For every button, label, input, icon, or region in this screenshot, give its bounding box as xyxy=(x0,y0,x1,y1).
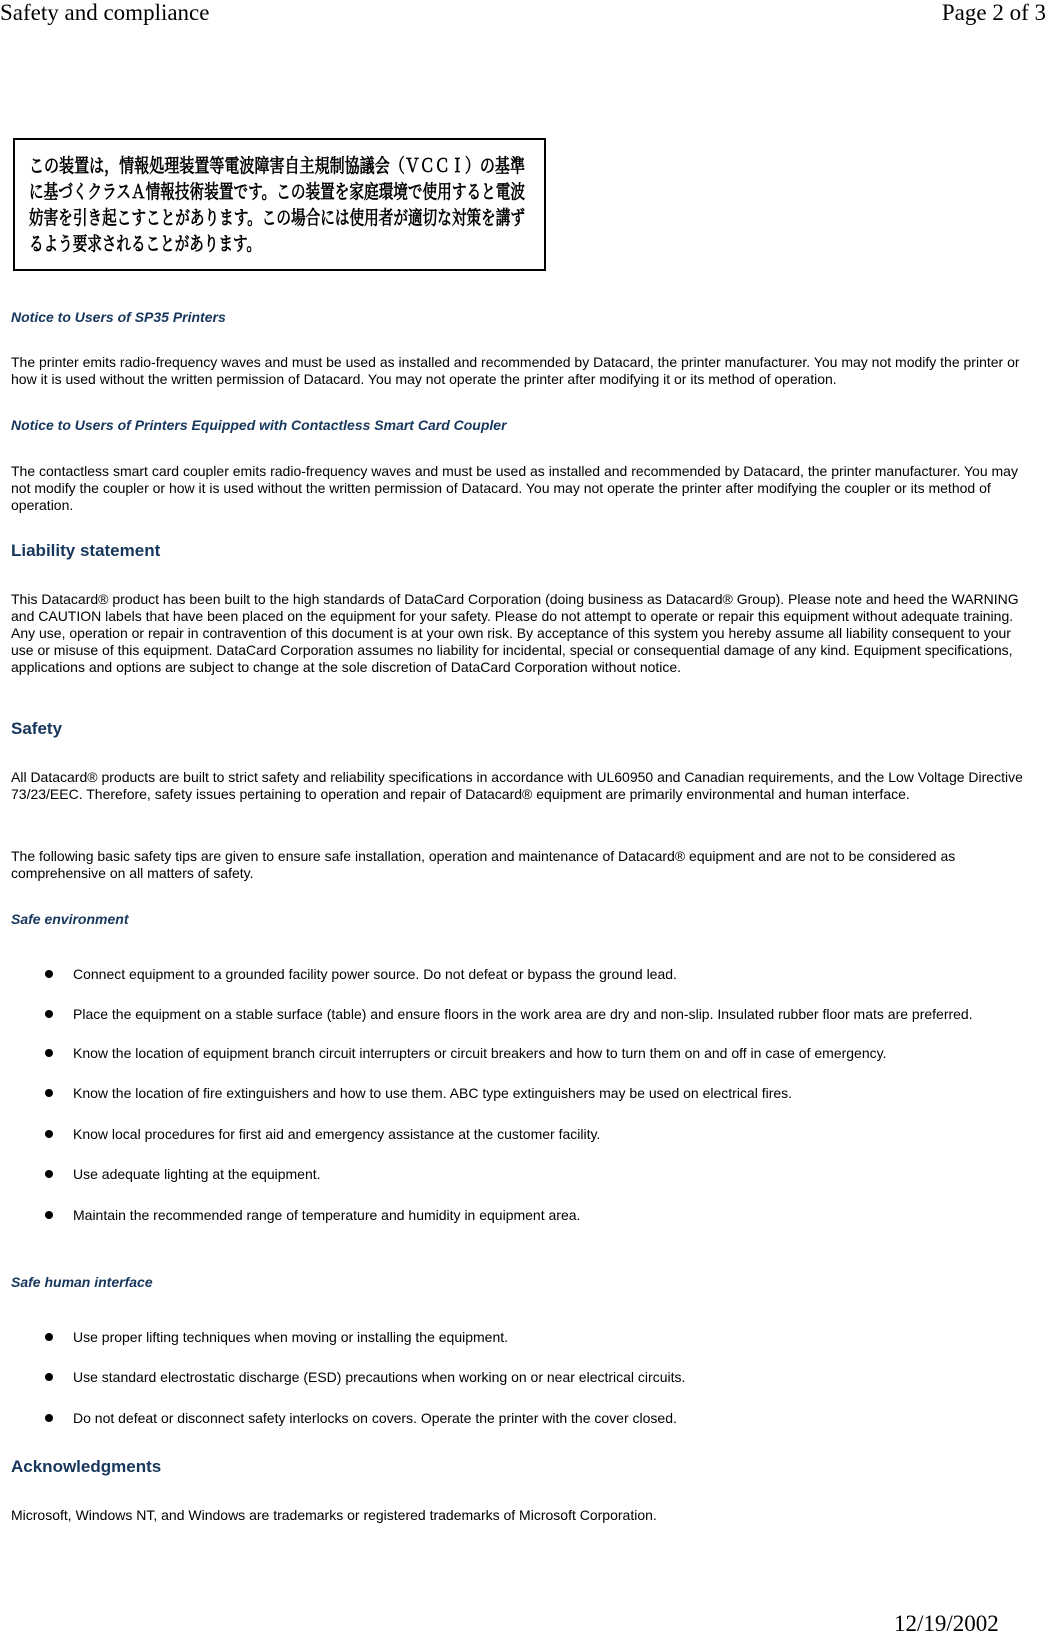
bullet-icon xyxy=(45,1414,53,1422)
vcci-line-1: この装置は，情報処理装置等電波障害自主規制協議会（ＶＣＣＩ）の基準 xyxy=(29,155,657,177)
contactless-text: The contactless smart card coupler emits radio-frequency waves and must be used as installed and recommended by Datacard, the printer manufacturer. You may not modify the coupler or how it is used without the written permission of Datacard. You may not operate the printer after modifying the coupler or its method of operation. xyxy=(11,463,1018,513)
list-item: Use proper lifting techniques when moving or installing the equipment. xyxy=(11,1328,1031,1347)
bullet-icon xyxy=(45,1089,53,1097)
acknowledgments-heading: Acknowledgments xyxy=(11,1457,162,1476)
bullet-icon xyxy=(45,1373,53,1381)
list-item: Know the location of fire extinguishers and how to use them. ABC type extinguishers may be used on electrical fires. xyxy=(11,1084,1031,1103)
safe-environment-heading: Safe environment xyxy=(11,911,129,927)
bullet-icon xyxy=(45,1211,53,1219)
bullet-icon xyxy=(45,1333,53,1341)
sp35-heading: Notice to Users of SP35 Printers xyxy=(11,309,226,325)
vcci-line-2: に基づくクラスＡ情報技術装置です。この装置を家庭環境で使用すると電波 xyxy=(29,181,673,203)
acknowledgments-text: Microsoft, Windows NT, and Windows are trademarks or registered trademarks of Microsoft Corporation. xyxy=(11,1507,657,1523)
page-number: Page 2 of 3 xyxy=(941,0,1046,25)
safe-human-list xyxy=(11,1328,1031,1428)
page-title: Safety and compliance xyxy=(0,0,210,25)
list-item: Use adequate lighting at the equipment. xyxy=(11,1165,1031,1184)
bullet-icon xyxy=(45,1010,53,1018)
vcci-line-4: るよう要求されることがあります。 xyxy=(29,233,332,255)
liability-text: This Datacard® product has been built to the high standards of DataCard Corporation (doing business as Datacard® Group). Please note and heed the WARNING and CAUTION labels that have been placed on the equipment for your safety. Please do not attempt to operate or repair this equipment without adequate training. Any use, operation or repair in contravention of this document is at your own risk. By acceptance of this system you hereby assume all liability consequent to your use or misuse of this equipment. DataCard Corporation assumes no liability for incidental, special or consequential damage of any kind. Equipment specifications, applications and options are subject to change at the sole discretion of DataCard Corporation without notice. xyxy=(11,591,1019,675)
list-item: Know the location of equipment branch circuit interrupters or circuit breakers and how to turn them on and off in case of emergency. xyxy=(11,1044,1031,1063)
safety-heading: Safety xyxy=(11,719,63,738)
vcci-notice-image xyxy=(13,138,674,271)
list-item: Do not defeat or disconnect safety interlocks on covers. Operate the printer with the cover closed. xyxy=(11,1409,1031,1428)
footer-date: 12/19/2002 xyxy=(894,1611,999,1636)
list-item: Maintain the recommended range of temperature and humidity in equipment area. xyxy=(11,1206,1031,1225)
list-item: Know local procedures for first aid and emergency assistance at the customer facility. xyxy=(11,1125,1031,1144)
bullet-icon xyxy=(45,1049,53,1057)
liability-heading: Liability statement xyxy=(11,541,161,560)
bullet-icon xyxy=(45,970,53,978)
bullet-icon xyxy=(45,1170,53,1178)
bullet-icon xyxy=(45,1130,53,1138)
safe-environment-list xyxy=(11,965,1031,1225)
list-item: Place the equipment on a stable surface (table) and ensure floors in the work area are dry and non-slip. Insulated rubber floor mats are preferred. xyxy=(11,1005,1031,1024)
sp35-text: The printer emits radio-frequency waves and must be used as installed and recommended by Datacard, the printer manufacturer. You may not modify the printer or how it is used without the written permission of Datacard. You may not operate the printer after modifying it or its method of operation. xyxy=(11,354,1020,387)
safe-human-heading: Safe human interface xyxy=(11,1274,153,1290)
list-item: Connect equipment to a grounded facility power source. Do not defeat or bypass the ground lead. xyxy=(11,965,1031,984)
safety-text-2: The following basic safety tips are given to ensure safe installation, operation and maintenance of Datacard® equipment and are not to be considered as comprehensive on all matters of safety. xyxy=(11,848,956,881)
list-item: Use standard electrostatic discharge (ESD) precautions when working on or near electrical circuits. xyxy=(11,1368,1031,1387)
vcci-line-3: 妨害を引き起こすことがあります。この場合には使用者が適切な対策を講ず xyxy=(29,207,674,229)
contactless-heading: Notice to Users of Printers Equipped with Contactless Smart Card Coupler xyxy=(11,417,507,433)
safety-text-1: All Datacard® products are built to strict safety and reliability specifications in accordance with UL60950 and Canadian requirements, and the Low Voltage Directive 73/23/EEC. Therefore, safety issues pertaining to operation and repair of Datacard® equipment are primarily environmental and human interface. xyxy=(11,769,1023,802)
